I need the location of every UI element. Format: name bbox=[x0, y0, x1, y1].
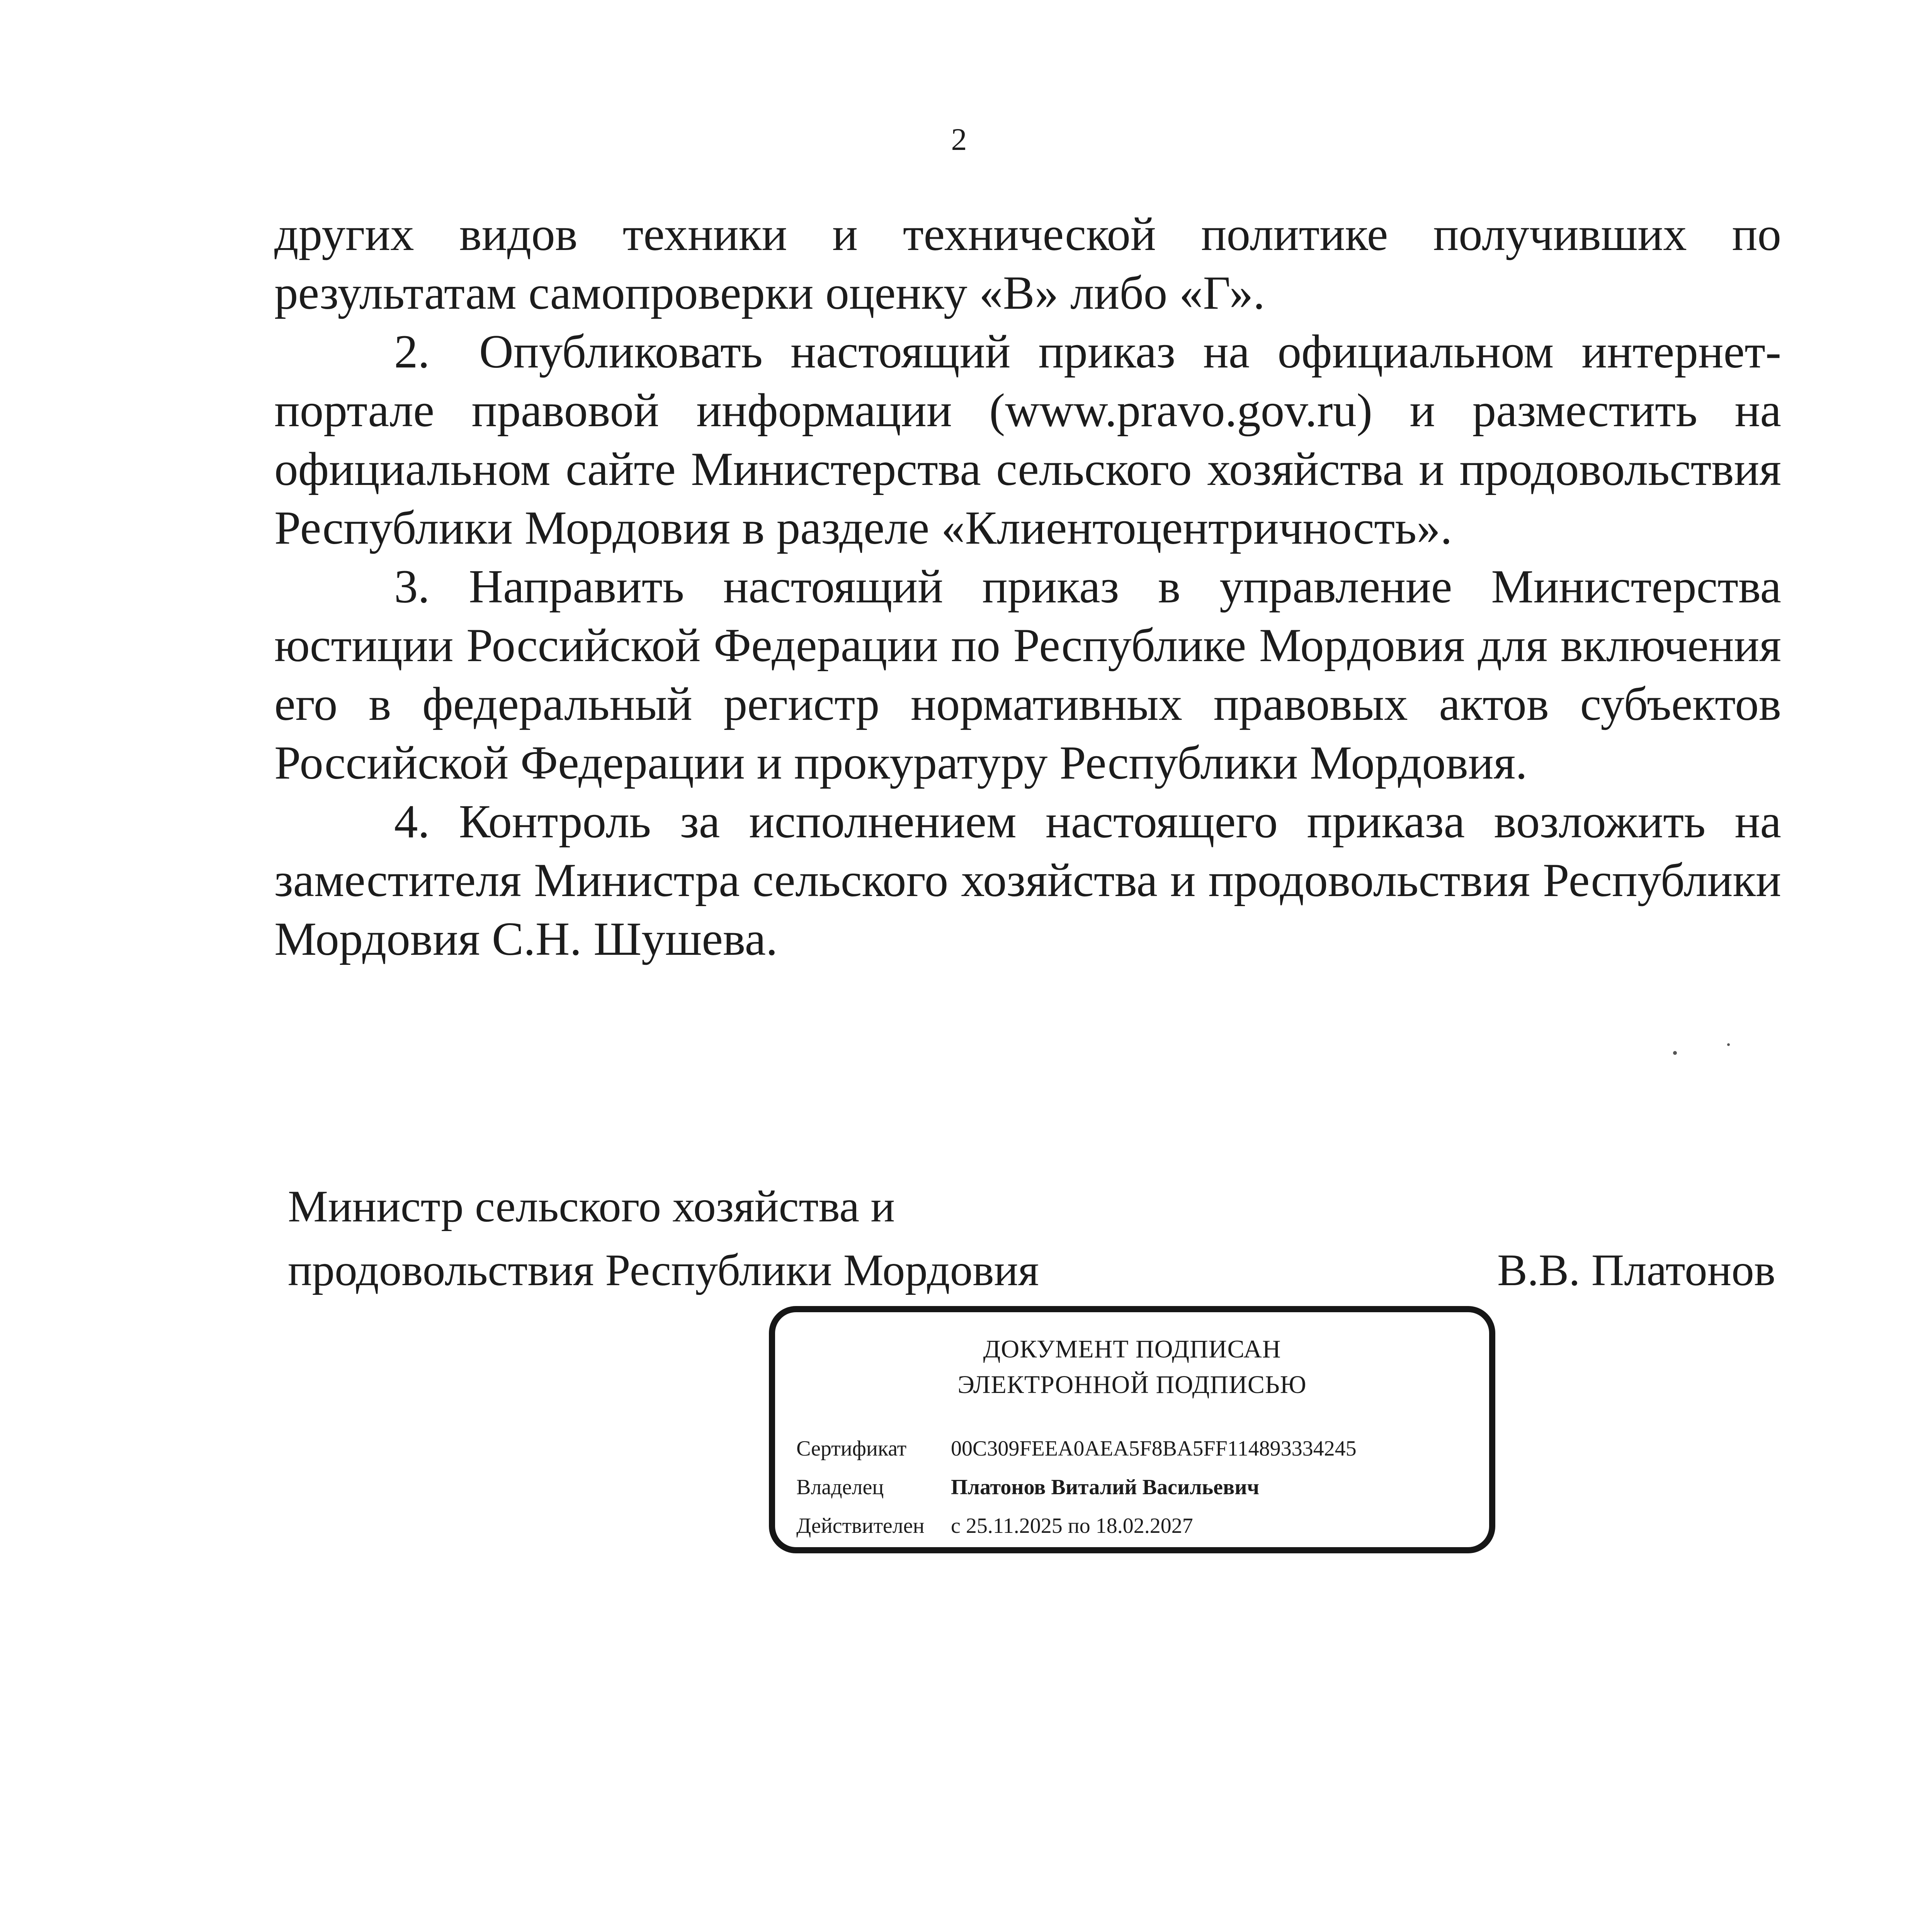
certificate-label: Сертификат bbox=[796, 1437, 907, 1461]
certificate-value: 00C309FEEA0AEA5F8BA5FF114893334245 bbox=[951, 1437, 1357, 1461]
paragraph-item-3: 3. Направить настоящий приказ в управление Министерства юстиции Российской Федерации по Республике Мордовия для включения его в федеральный регистр нормативных правовых актов субъектов Российской Федерации и прокуратуру Республики Мордовия. bbox=[274, 560, 1781, 789]
stamp-certificate-row bbox=[796, 1438, 1357, 1459]
signature-block bbox=[288, 1175, 1775, 1302]
electronic-signature-stamp bbox=[769, 1306, 1495, 1553]
signer-position-line-1: Министр сельского хозяйства и bbox=[288, 1182, 895, 1231]
stamp-header bbox=[775, 1332, 1489, 1403]
owner-value: Платонов Виталий Васильевич bbox=[951, 1475, 1260, 1499]
validity-value: с 25.11.2025 по 18.02.2027 bbox=[951, 1514, 1193, 1538]
paragraph-item-2 bbox=[274, 322, 1781, 557]
signer-name: В.В. Платонов bbox=[1497, 1245, 1775, 1295]
paragraph-continuation: других видов техники и технической политике получивших по результатам самопроверки оценку «В» либо «Г». bbox=[274, 207, 1781, 319]
item-2-text: Опубликовать настоящий приказ на официальном интернет-портале правовой информации (www.pravo.gov.ru) и разместить на официальном сайте Министерства сельского хозяйства и продовольствия Республики Мордовия в разделе «Клиентоцентричность». bbox=[274, 325, 1781, 554]
signer-position-line-2: продовольствия Республики Мордовия bbox=[288, 1245, 1039, 1295]
stamp-header-line-2: ЭЛЕКТРОННОЙ ПОДПИСЬЮ bbox=[957, 1371, 1307, 1399]
item-2-number: 2. bbox=[394, 325, 430, 378]
order-body-text bbox=[274, 205, 1781, 968]
scan-speck bbox=[1673, 1051, 1677, 1055]
scan-speck bbox=[1727, 1043, 1730, 1046]
owner-label: Владелец bbox=[796, 1475, 884, 1499]
stamp-header-line-1: ДОКУМЕНТ ПОДПИСАН bbox=[983, 1335, 1281, 1363]
paragraph-item-4: 4. Контроль за исполнением настоящего приказа возложить на заместителя Министра сельского хозяйства и продовольствия Республики Мордовия С.Н. Шушева. bbox=[274, 795, 1781, 965]
stamp-validity-row bbox=[796, 1515, 1193, 1537]
validity-label: Действителен bbox=[796, 1514, 925, 1538]
page-number: 2 bbox=[951, 122, 967, 157]
stamp-owner-row bbox=[796, 1476, 1259, 1498]
